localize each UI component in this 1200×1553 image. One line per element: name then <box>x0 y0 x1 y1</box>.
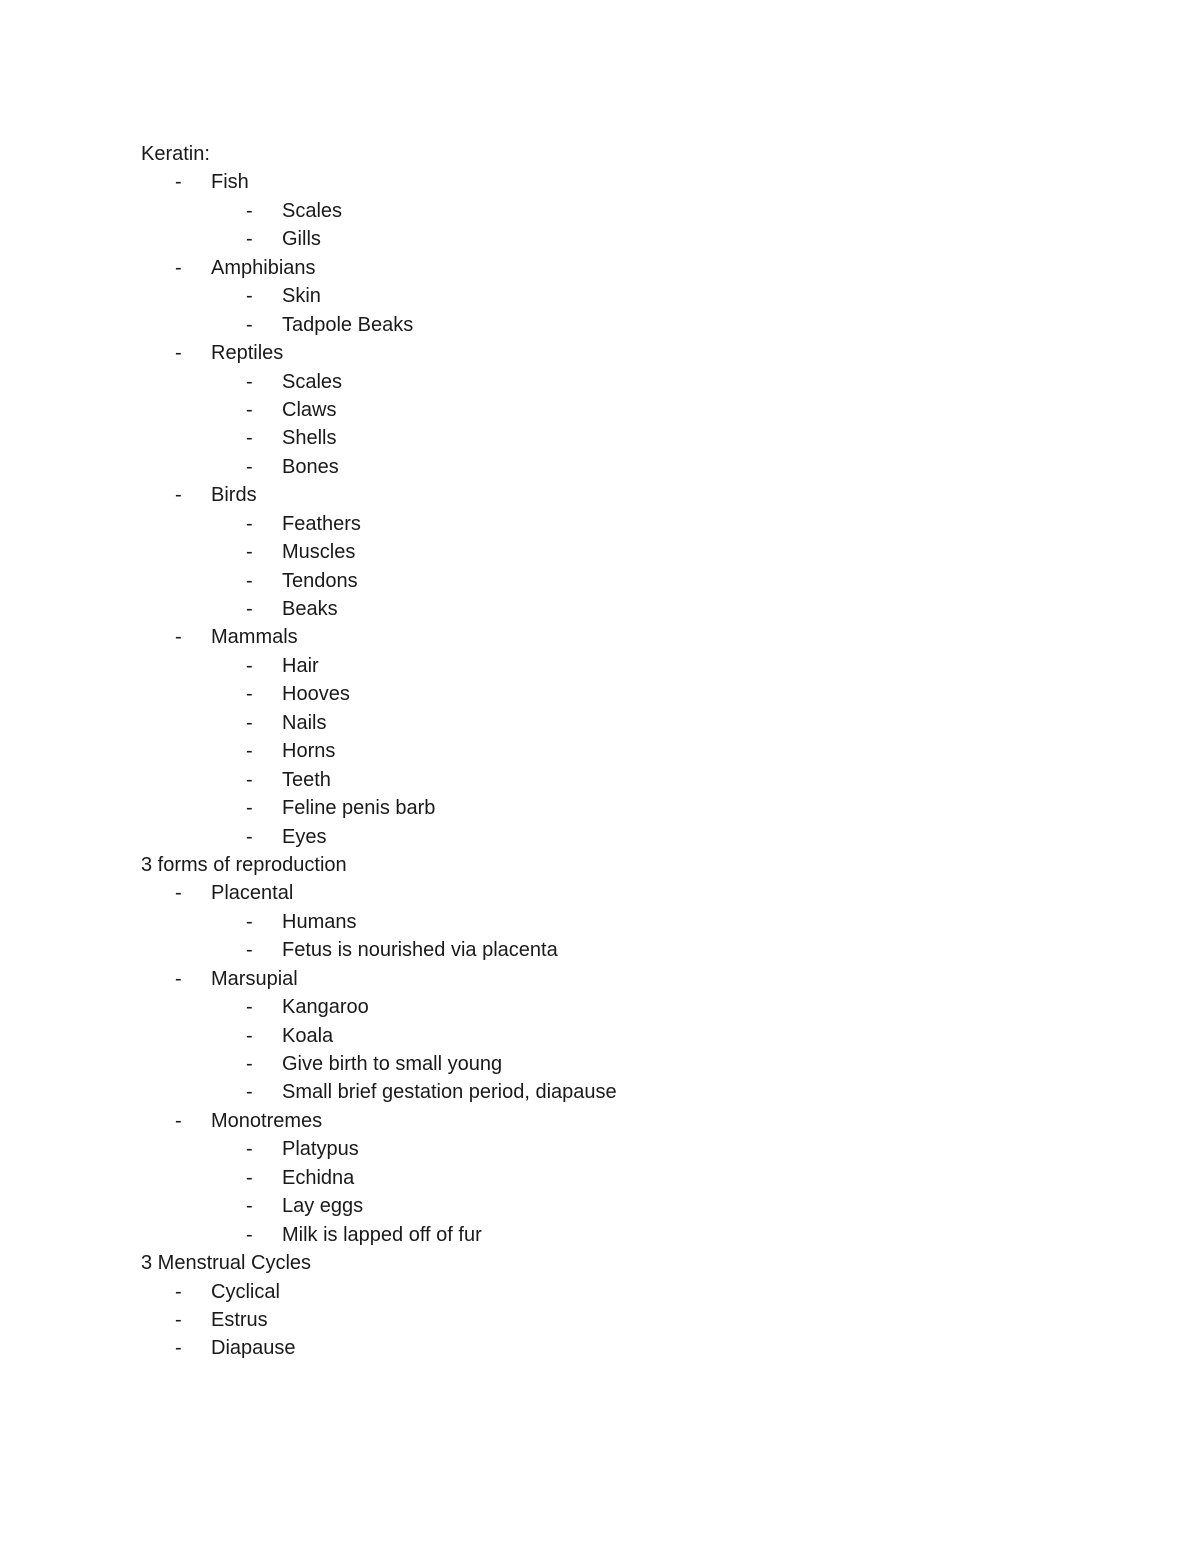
sub-list-item <box>141 282 1141 310</box>
bullet-dash: - <box>246 1081 253 1104</box>
bullet-dash: - <box>246 455 253 478</box>
bullet-dash: - <box>175 484 182 507</box>
bullet-dash: - <box>246 199 253 222</box>
list-item <box>141 339 1141 367</box>
bullet-dash: - <box>175 882 182 905</box>
sub-list-item <box>141 794 1141 822</box>
bullet-dash: - <box>246 569 253 592</box>
sub-list-item <box>141 311 1141 339</box>
section-heading-text: 3 Menstrual Cycles <box>141 1252 312 1275</box>
bullet-dash: - <box>175 1109 182 1132</box>
document-body <box>141 140 1141 1363</box>
list-item <box>141 168 1141 196</box>
sub-list-item <box>141 936 1141 964</box>
sub-list-item <box>141 225 1141 253</box>
bullet-dash: - <box>246 285 253 308</box>
sub-list-item <box>141 595 1141 623</box>
list-item <box>141 965 1141 993</box>
list-item-label: Diapause <box>211 1337 296 1360</box>
bullet-dash: - <box>246 1223 253 1246</box>
list-item-label: Reptiles <box>211 342 284 365</box>
sub-list-item-label: Fetus is nourished via placenta <box>282 939 558 962</box>
sub-list-item <box>141 368 1141 396</box>
sub-list-item-label: Koala <box>282 1024 334 1047</box>
sub-list-item-label: Give birth to small young <box>282 1053 503 1075</box>
sub-list-item-label: Bones <box>282 455 339 478</box>
sub-list-item <box>141 1022 1141 1050</box>
sub-list-item-label: Tadpole Beaks <box>282 313 414 336</box>
list-item-label: Birds <box>211 484 257 507</box>
sub-list-item <box>141 453 1141 481</box>
sub-list-item <box>141 1221 1141 1249</box>
bullet-dash: - <box>246 1138 253 1161</box>
bullet-dash: - <box>246 512 253 535</box>
sub-list-item-label: Lay eggs <box>282 1195 364 1218</box>
sub-list-item <box>141 538 1141 566</box>
sub-list-item-label: Feline penis barb <box>282 797 436 820</box>
section-heading-text: Keratin: <box>141 143 210 165</box>
sub-list-item <box>141 1192 1141 1220</box>
list-item-label: Monotremes <box>211 1109 323 1132</box>
list-item-label: Estrus <box>211 1308 268 1331</box>
section-heading-text: 3 forms of reproduction <box>141 853 347 876</box>
bullet-dash: - <box>246 1166 253 1189</box>
sub-list-item <box>141 908 1141 936</box>
sub-list-item <box>141 993 1141 1021</box>
list-item <box>141 1278 1141 1306</box>
sub-list-item-label: Beaks <box>282 598 338 620</box>
bullet-dash: - <box>246 1024 253 1047</box>
sub-list-item-label: Shells <box>282 427 337 450</box>
bullet-dash: - <box>246 398 253 421</box>
bullet-dash: - <box>246 1195 253 1218</box>
list-item <box>141 1334 1141 1362</box>
bullet-dash: - <box>246 825 253 848</box>
list-item <box>141 1306 1141 1334</box>
bullet-dash: - <box>246 313 253 336</box>
sub-list-item-label: Hair <box>282 654 319 677</box>
sub-list-item-label: Gills <box>282 228 321 251</box>
bullet-dash: - <box>246 996 253 1019</box>
list-item-label: Marsupial <box>211 967 298 990</box>
bullet-dash: - <box>246 768 253 791</box>
sub-list-item-label: Scales <box>282 370 343 393</box>
bullet-dash: - <box>175 626 182 649</box>
list-item <box>141 1107 1141 1135</box>
sub-list-item <box>141 680 1141 708</box>
bullet-dash: - <box>246 370 253 393</box>
list-item <box>141 481 1141 509</box>
sub-list-item <box>141 1135 1141 1163</box>
sub-list-item-label: Horns <box>282 740 336 763</box>
list-item <box>141 254 1141 282</box>
bullet-dash: - <box>246 939 253 962</box>
bullet-dash: - <box>175 171 182 194</box>
sub-list-item-label: Eyes <box>282 825 327 848</box>
bullet-dash: - <box>175 1308 182 1331</box>
sub-list-item <box>141 510 1141 538</box>
sub-list-item <box>141 1164 1141 1192</box>
list-item-label: Mammals <box>211 626 298 649</box>
bullet-dash: - <box>246 797 253 820</box>
bullet-dash: - <box>175 256 182 279</box>
list-item-label: Amphibians <box>211 256 316 279</box>
sub-list-item-label: Tendons <box>282 569 358 592</box>
sub-list-item-label: Skin <box>282 285 321 308</box>
sub-list-item-label: Small brief gestation period, diapause <box>282 1081 617 1104</box>
sub-list-item-label: Scales <box>282 199 343 222</box>
sub-list-item-label: Feathers <box>282 512 361 535</box>
bullet-dash: - <box>246 427 253 450</box>
list-item <box>141 623 1141 651</box>
sub-list-item-label: Humans <box>282 910 357 933</box>
sub-list-item <box>141 197 1141 225</box>
bullet-dash: - <box>246 598 253 620</box>
bullet-dash: - <box>175 342 182 365</box>
sub-list-item <box>141 737 1141 765</box>
bullet-dash: - <box>246 683 253 706</box>
list-item-label: Placental <box>211 882 294 905</box>
bullet-dash: - <box>246 1053 253 1075</box>
sub-list-item <box>141 652 1141 680</box>
section-heading <box>141 140 1141 168</box>
sub-list-item-label: Echidna <box>282 1166 355 1189</box>
sub-list-item <box>141 823 1141 851</box>
bullet-dash: - <box>175 1337 182 1360</box>
bullet-dash: - <box>246 541 253 564</box>
bullet-dash: - <box>246 910 253 933</box>
bullet-dash: - <box>246 740 253 763</box>
bullet-dash: - <box>175 1280 182 1303</box>
sub-list-item <box>141 567 1141 595</box>
sub-list-item-label: Kangaroo <box>282 996 369 1019</box>
sub-list-item <box>141 424 1141 452</box>
sub-list-item-label: Nails <box>282 711 327 734</box>
sub-list-item-label: Platypus <box>282 1138 359 1161</box>
bullet-dash: - <box>246 228 253 251</box>
list-item-label: Fish <box>211 171 249 194</box>
section-heading <box>141 851 1141 879</box>
sub-list-item-label: Claws <box>282 398 337 421</box>
sub-list-item-label: Hooves <box>282 683 350 706</box>
sub-list-item <box>141 709 1141 737</box>
sub-list-item <box>141 396 1141 424</box>
sub-list-item-label: Milk is lapped off of fur <box>282 1223 482 1246</box>
sub-list-item <box>141 1078 1141 1106</box>
list-item-label: Cyclical <box>211 1280 280 1303</box>
bullet-dash: - <box>246 654 253 677</box>
sub-list-item <box>141 766 1141 794</box>
sub-list-item <box>141 1050 1141 1078</box>
list-item <box>141 879 1141 907</box>
section-heading <box>141 1249 1141 1277</box>
bullet-dash: - <box>246 711 253 734</box>
sub-list-item-label: Teeth <box>282 768 331 791</box>
bullet-dash: - <box>175 967 182 990</box>
sub-list-item-label: Muscles <box>282 541 356 564</box>
